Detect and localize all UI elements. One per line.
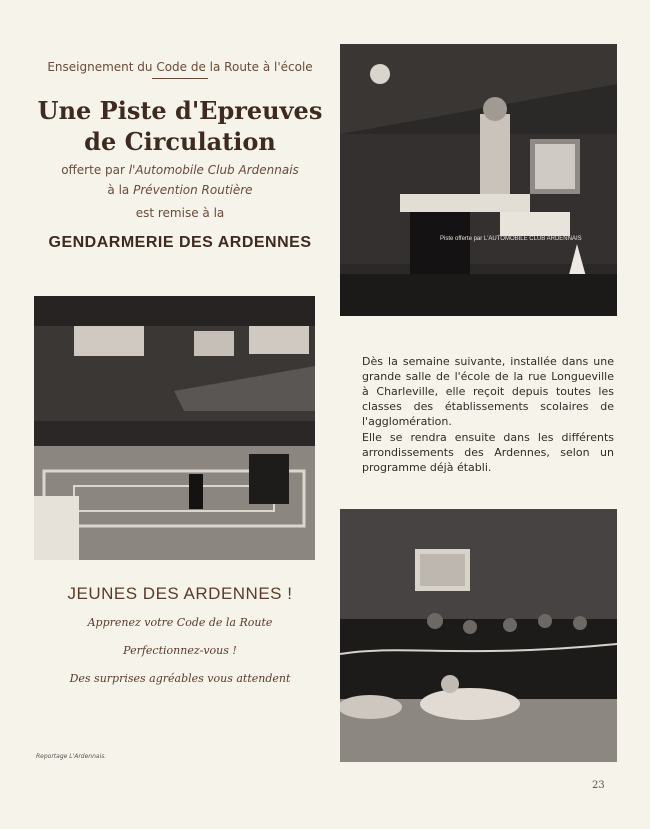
photo-gymnasium-graphic — [34, 296, 315, 560]
to-org: Prévention Routière — [133, 183, 253, 197]
title-line-1: Une Piste d'Epreuves — [37, 96, 323, 125]
to-org-line — [20, 183, 340, 197]
photo-sign-text: Piste offerte par L'AUTOMOBILE CLUB ARDENNAIS — [440, 236, 582, 242]
photo-gymnasium-track — [34, 296, 315, 560]
title-line-2: de Circulation — [84, 127, 276, 156]
kicker-underline — [152, 78, 208, 79]
photo-gendarme-platform — [340, 44, 617, 316]
offered-prefix: offerte par — [61, 163, 129, 177]
recipient-heading: GENDARMERIE DES ARDENNES — [48, 234, 312, 251]
kicker-line: Enseignement du Code de la Route à l'école — [47, 60, 313, 74]
article-paragraph-2: Elle se rendra ensuite dans les différents arrondissements des Ardennes, selon un programme déjà établi. — [362, 431, 614, 474]
photo-credit: Reportage L'Ardennais. — [36, 753, 107, 760]
to-prefix: à la — [107, 183, 134, 197]
photo-children-pedal-cars — [340, 509, 617, 762]
page-number: 23 — [592, 780, 605, 791]
photo-children-graphic — [340, 509, 617, 762]
article-paragraph-1: Dès la semaine suivante, installée dans une grande salle de l'école de la rue Longueville à Charleville, elle reçoit depuis toutes les classes des établissements scolaires de l'agglomération. — [362, 355, 614, 428]
appeal-line-3: Des surprises agréables vous attendent — [69, 672, 291, 685]
photo-gendarme-graphic — [340, 44, 617, 316]
appeal-line-2: Perfectionnez-vous ! — [123, 644, 237, 657]
appeal-line-1: Apprenez votre Code de la Route — [87, 616, 273, 629]
offered-by-line — [20, 163, 340, 177]
offered-by-org: l'Automobile Club Ardennais — [128, 163, 299, 177]
handed-line: est remise à la — [135, 206, 225, 220]
appeal-heading: JEUNES DES ARDENNES ! — [67, 584, 293, 603]
